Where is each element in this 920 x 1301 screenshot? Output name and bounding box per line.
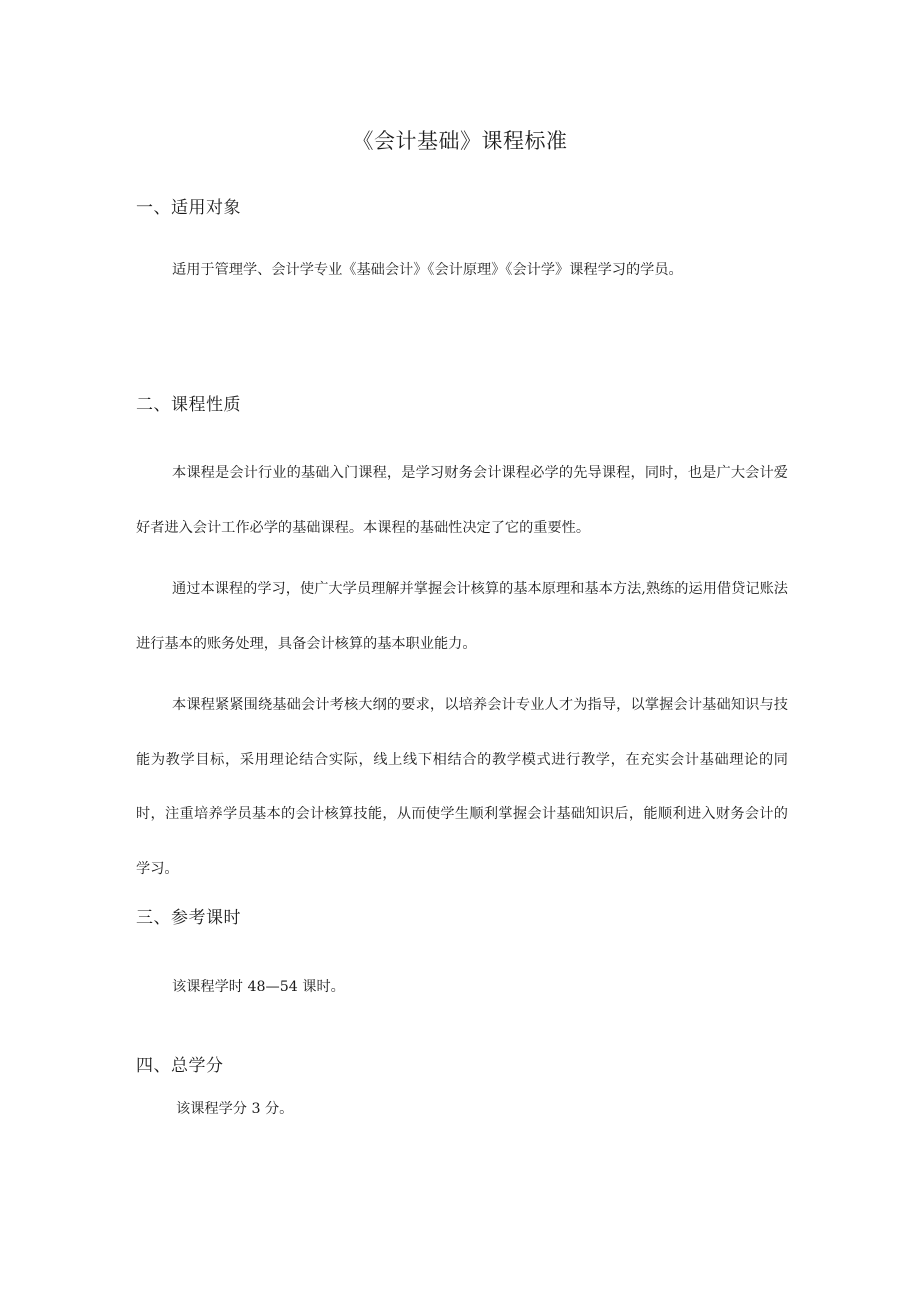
paragraph-total-credits: 该课程学分 3 分。	[176, 1101, 294, 1117]
section-heading-reference-hours: 三、参考课时	[136, 908, 241, 928]
section-heading-total-credits: 四、总学分	[136, 1056, 224, 1076]
section-heading-course-nature: 二、课程性质	[136, 395, 241, 415]
section-heading-applicable-audience: 一、适用对象	[136, 198, 241, 218]
document-title: 《会计基础》课程标准	[352, 129, 568, 153]
paragraph-applicable-audience: 适用于管理学、会计学专业《基础会计》《会计原理》《会计学》课程学习的学员。	[172, 262, 683, 278]
paragraph-course-nature-1: 本课程是会计行业的基础入门课程，是学习财务会计课程必学的先导课程，同时，也是广大会计爱好者进入会计工作必学的基础课程。本课程的基础性决定了它的重要性。	[136, 465, 788, 536]
paragraph-reference-hours: 该课程学时 48—54 课时。	[172, 979, 345, 995]
paragraph-course-nature-2: 通过本课程的学习，使广大学员理解并掌握会计核算的基本原理和基本方法,熟练的运用借贷记账法进行基本的账务处理，具备会计核算的基本职业能力。	[136, 581, 788, 652]
paragraph-course-nature-3: 本课程紧紧围绕基础会计考核大纲的要求，以培养会计专业人才为指导，以掌握会计基础知识与技能为教学目标，采用理论结合实际，线上线下相结合的教学模式进行教学，在充实会计基础理论的同时，注重培养学员基本的会计核算技能，从而使学生顺利掌握会计基础知识后，能顺利进入财务会计的学习。	[136, 697, 788, 877]
